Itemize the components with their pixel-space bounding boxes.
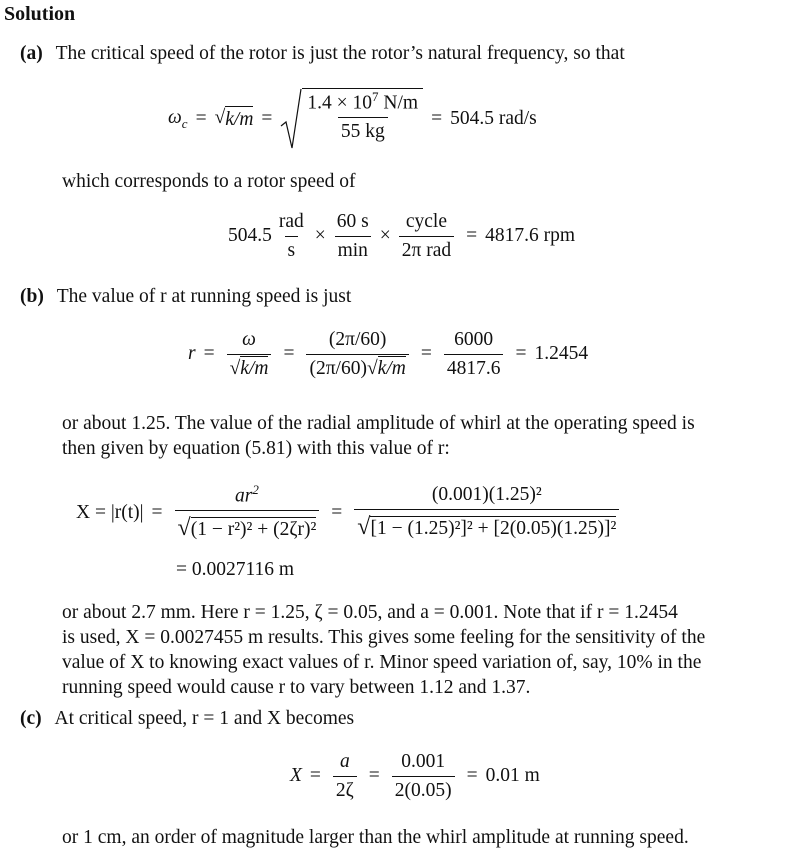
equation-critical-speed: $\omega_c$ = √ k/m = $\frac{1.4 \times 10^7 N/m}{55 kg}$ = 504.5 rad/s: [168, 88, 537, 150]
part-b-paragraph-1: [62, 412, 776, 462]
eq3-f3-num: 6000: [454, 329, 494, 350]
eq2-result: 4817.6 rpm: [485, 225, 576, 247]
eq3-f1-den: √k/m: [227, 354, 272, 382]
part-c-text: At critical speed, r = 1 and X becomes: [54, 708, 355, 729]
para2-line-1: or about 2.7 mm. Here r = 1.25, ζ = 0.05, and a = 0.001. Note that if r = 1.2454: [62, 602, 678, 623]
eq4-result: = 0.0027116 m: [176, 559, 295, 580]
eq2-f1-num: rad: [278, 211, 304, 232]
eq4-f2-den: √[1 − (1.25)²]² + [2(0.05)(1.25)]²: [354, 509, 619, 543]
part-a-text: The critical speed of the rotor is just the rotor’s natural frequency, so that: [55, 43, 625, 64]
eq1-result: 504.5 rad/s: [450, 107, 537, 129]
solution-heading: Solution: [4, 3, 76, 25]
eq2-lead-value: 504.5: [228, 225, 272, 247]
radical-sign: [280, 88, 302, 150]
eq5-lhs: X: [290, 765, 302, 787]
eq3-f2-num: (2π/60): [328, 329, 387, 350]
para2-line-4: running speed would cause r to vary between 1.12 and 1.37.: [62, 676, 531, 698]
eq4-lhs: X = |r(t)|: [76, 501, 144, 523]
eq5-f2-num: 0.001: [401, 751, 446, 772]
part-c-intro: [20, 707, 354, 732]
eq3-f2-den: (2π/60)√k/m: [306, 354, 408, 382]
eq2-f3-den: 2π rad: [399, 236, 454, 264]
eq5-result: 0.01 m: [485, 765, 540, 787]
eq2-f3-num: cycle: [405, 211, 447, 232]
para2-line-2: is used, X = 0.0027455 m results. This gives some feeling for the sensitivity of the: [62, 626, 706, 648]
eq3-f1-num: ω: [242, 329, 256, 350]
eq3-f3-den: 4817.6: [444, 354, 504, 382]
part-b-label: (b): [20, 286, 44, 307]
part-a-intro: [20, 42, 625, 67]
eq4-f1-den: √(1 − r²)² + (2ζr)²: [175, 510, 320, 544]
sqrt-k-over-m: √ k/m: [215, 106, 254, 133]
para1-line-2: then given by equation (5.81) with this value of r:: [62, 437, 450, 459]
part-a-text2: which corresponds to a rotor speed of: [62, 171, 356, 192]
eq3-lhs: r: [188, 343, 196, 365]
equation-whirl-amplitude: X = |r(t)| = $\frac{ar^2}{\text{√(1 − r²)² + (2ζr)²}}$ = $\frac{\text{(0.001)(1.25)²}}{\text{√[1 − (1.25)²]² + [2(0.05)(1.25)]²}}$: [76, 482, 623, 544]
para2-line-3: value of X to knowing exact values of r. Minor speed variation of, say, 10% in the: [62, 651, 702, 673]
eq2-f2-den: min: [335, 236, 371, 264]
eq3-result: 1.2454: [534, 343, 589, 365]
part-b-paragraph-2: [62, 601, 776, 701]
equation-frequency-ratio: r = $\frac{\omega}{√k/m}$ = $\frac{(2\pi/60)}{(2\pi/60)√k/m}$ = $\frac{6000}{4817.6}$ = 1.2454: [188, 328, 588, 382]
eq5-f2-den: 2(0.05): [392, 776, 455, 804]
part-b-text: The value of r at running speed is just: [56, 286, 352, 307]
part-c-label: (c): [20, 708, 42, 729]
sqrt-fraction: [280, 88, 423, 150]
eq1-denominator: 55 kg: [338, 117, 388, 145]
eq1-numerator: $1.4 \times 10^7$ N/m: [307, 89, 419, 114]
eq5-f1-den: 2ζ: [333, 776, 357, 804]
equation-critical-amplitude: X = $\frac{a}{2\zeta}$ = $\frac{0.001}{2(0.05)}$ = 0.01 m: [290, 750, 540, 804]
part-b-intro: [20, 285, 351, 310]
eq5-f1-num: a: [339, 751, 350, 772]
para1-line-1: or about 1.25. The value of the radial amplitude of whirl at the operating speed is: [62, 413, 695, 434]
eq2-f2-num: 60 s: [336, 211, 369, 232]
part-a-label: (a): [20, 43, 43, 64]
eq4-f2-num: (0.001)(1.25)²: [431, 484, 542, 506]
omega-c-symbol: $\omega_c$: [168, 106, 188, 131]
equation-rpm-conversion: 504.5 $\frac{\text{rad}}{s}$ × $\frac{60 s}{\min}$ × $\frac{\text{cycle}}{\text{2π rad}}$ = 4817.6 rpm: [228, 210, 575, 264]
eq4-f1-num: $ar^2$: [235, 482, 259, 507]
part-c-paragraph: or 1 cm, an order of magnitude larger than the whirl amplitude at running speed.: [62, 827, 689, 848]
eq2-f1-den: s: [285, 236, 299, 264]
